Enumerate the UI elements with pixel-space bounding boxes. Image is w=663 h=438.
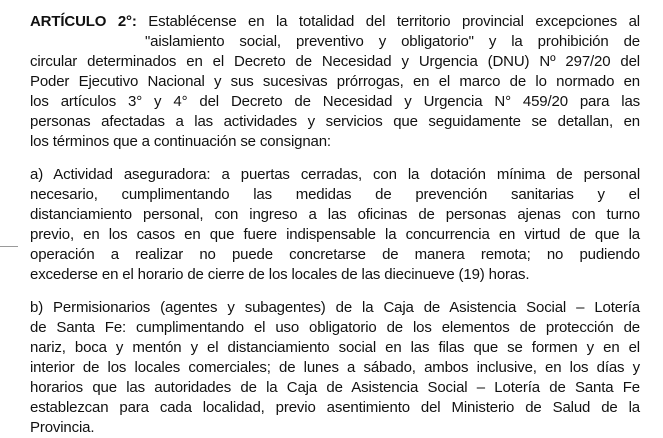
paragraph-gap — [30, 152, 640, 165]
item-b-line: de Santa Fe: cumplimentando el uso obligatorio de los elementos de protección de — [30, 319, 640, 336]
item-b-line: horarios que las autoridades de la Caja de Asistencia Social – Lotería de Santa Fe — [30, 379, 640, 396]
item-a-line: previo, en los casos en que fuere indispensable la concurrencia en virtud de que la — [30, 226, 640, 243]
article-line: "aislamiento social, preventivo y obligatorio" y la prohibición de — [145, 33, 640, 50]
margin-mark — [0, 246, 18, 247]
item-a-paragraph — [30, 165, 640, 285]
article-label: ARTÍCULO 2°: — [30, 13, 137, 30]
paragraph-gap — [30, 285, 640, 298]
item-a-line: necesario, cumplimentando las medidas de prevención sanitarias y el — [30, 186, 640, 203]
item-a-line: a) Actividad aseguradora: a puertas cerradas, con la dotación mínima de personal — [30, 166, 640, 183]
item-a-line: excederse en el horario de cierre de los locales de las diecinueve (19) horas. — [30, 266, 530, 283]
article-line: circular determinados en el Decreto de Necesidad y Urgencia (DNU) Nº 297/20 del — [30, 53, 640, 70]
article-line: Poder Ejecutivo Nacional y sus sucesivas prórrogas, en el marco de lo normado en — [30, 73, 640, 90]
article-line: Establécense en la totalidad del territorio provincial excepciones al — [148, 13, 640, 30]
item-b-line: Provincia. — [30, 419, 95, 436]
item-b-line: b) Permisionarios (agentes y subagentes) de la Caja de Asistencia Social – Lotería — [30, 299, 640, 316]
article-line: los términos que a continuación se consignan: — [30, 133, 331, 150]
article-paragraph — [30, 12, 640, 152]
item-b-line: establezcan para cada localidad, previo asentimiento del Ministerio de Salud de la — [30, 399, 640, 416]
document-page — [30, 12, 640, 438]
item-a-line: operación a realizar no puede concretarse de manera remota; no pudiendo — [30, 246, 640, 263]
article-line: personas afectadas a las actividades y servicios que seguidamente se detallan, en — [30, 113, 640, 130]
item-b-line: nariz, boca y mentón y el distanciamiento social en las filas que se formen y en el — [30, 339, 640, 356]
item-b-line: interior de los locales comerciales; de lunes a sábado, ambos inclusive, en los días y — [30, 359, 640, 376]
item-b-paragraph — [30, 298, 640, 438]
item-a-line: distanciamiento personal, con ingreso a las oficinas de personas ajenas con turno — [30, 206, 640, 223]
article-first-line — [30, 12, 640, 32]
article-line: los artículos 3° y 4° del Decreto de Necesidad y Urgencia N° 459/20 para las — [30, 93, 640, 110]
